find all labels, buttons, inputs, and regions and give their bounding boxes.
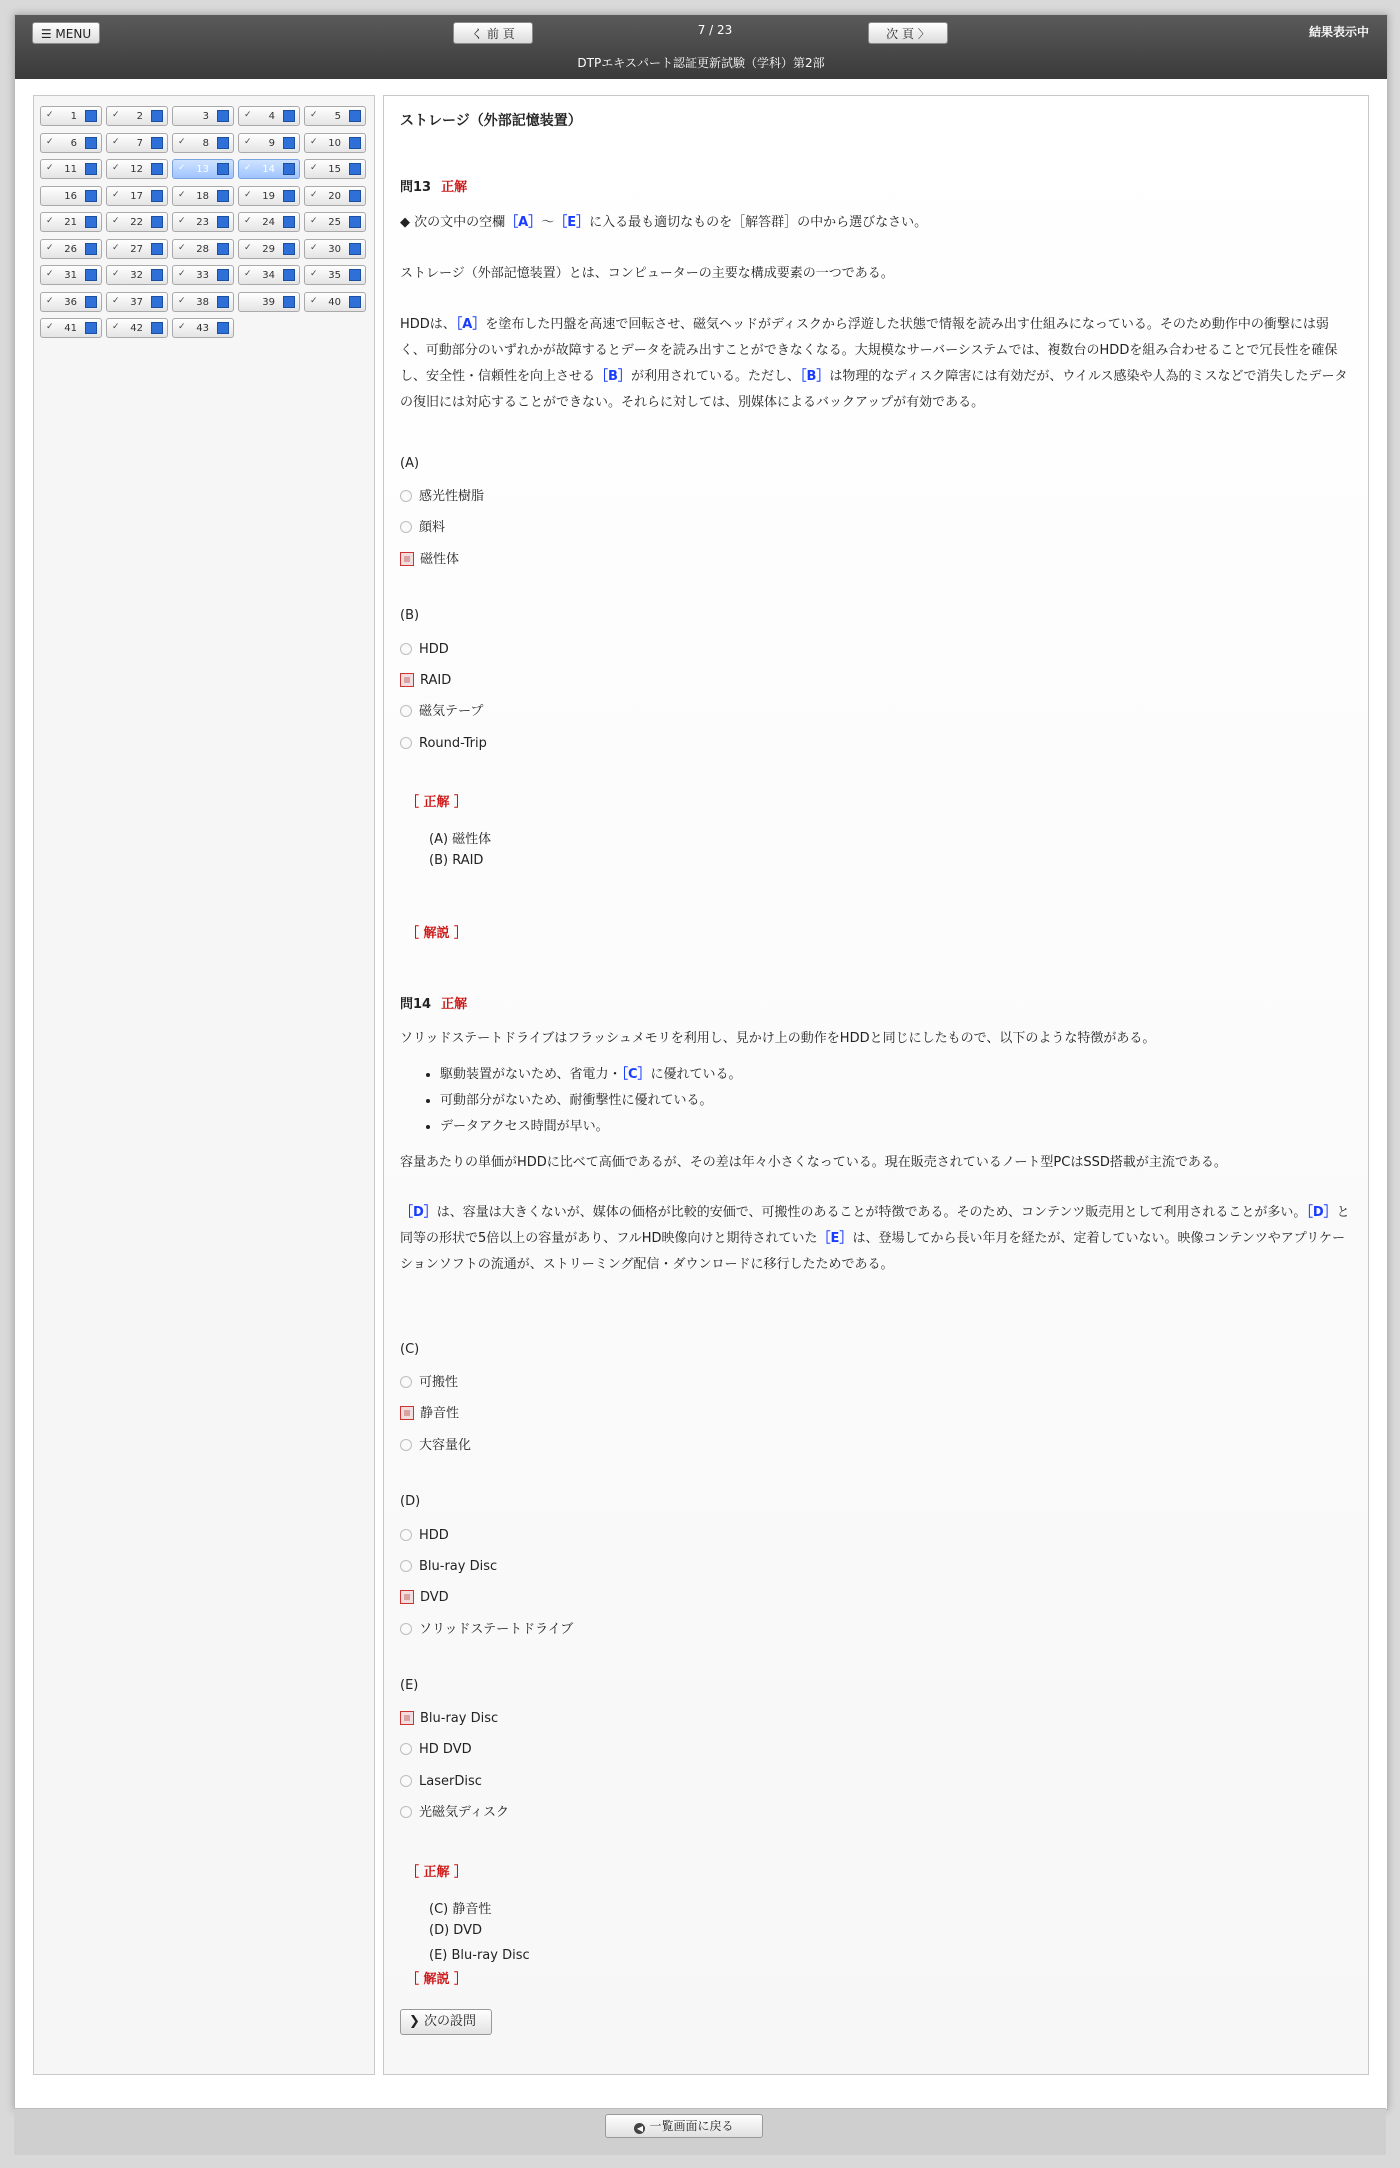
radio-icon [400,737,412,749]
body-text: HDDは、 [400,317,456,332]
option-label: 静音性 [420,1406,460,1421]
answered-marker-icon [151,163,163,175]
blank-d: ［D］ [400,1205,437,1220]
answered-marker-icon [151,190,163,202]
check-icon: ✓ [178,322,186,332]
check-icon: ✓ [112,269,120,279]
question-nav-item[interactable] [238,106,300,126]
question-nav-item[interactable] [238,212,300,232]
question-nav-item[interactable] [304,212,366,232]
answered-marker-icon [217,137,229,149]
option-b-1[interactable] [400,641,449,659]
radio-icon [400,1623,412,1635]
app-frame [14,14,1388,2110]
question-nav-number: 17 [130,190,143,202]
question-nav-item[interactable] [40,186,102,206]
answered-marker-icon [283,190,295,202]
blank-c: ［C］ [621,1067,651,1082]
check-icon: ✓ [178,242,186,253]
question-nav-number: 43 [196,323,209,334]
question-nav-item[interactable] [304,239,366,259]
check-icon: ✓ [112,242,120,253]
option-label: 磁気テープ [419,704,484,719]
question-nav-item[interactable] [172,186,234,206]
radio-icon [400,1439,412,1451]
selected-radio-icon [400,673,414,687]
body-text: は、容量は大きくないが、媒体の価格が比較的安価で、可搬性のあることが特徴である。そのため、コンテンツ販売用として利用されることが多い。 [436,1205,1307,1220]
question-nav-number: 37 [130,296,143,308]
question-13-instruction [400,210,1350,236]
option-label: ソリッドステートドライブ [419,1622,574,1637]
check-icon: ✓ [310,136,318,147]
question-nav-item[interactable] [238,159,300,179]
list-item: • 可動部分がないため、耐衝撃性に優れている。 [440,1088,742,1114]
radio-icon [400,705,412,717]
question-nav-number: 6 [70,137,77,149]
check-icon: ✓ [178,189,186,200]
check-icon: ✓ [46,136,54,147]
option-label: HDD [419,1528,449,1543]
question-nav-item[interactable] [304,106,366,126]
answer-heading: ［ 正解 ］ [406,1865,468,1880]
option-label: Blu-ray Disc [419,1559,498,1574]
check-icon: ✓ [178,136,186,147]
question-nav-number: 12 [130,164,143,175]
question-nav-number: 39 [262,296,275,308]
body-text: を塗布した円盤を高速で回転させ、磁気ヘッドがディスクから浮遊した状態で情報を読み出す仕組みになっている。そのため動作中の衝撃には弱く、可動部分のいずれかが故障するとデータを読み出すことができなくなる。大規模なサーバーシステムでは、複数台のHDDを組み合わせることで冗長性を確保し、安全性・信頼性を向上させる [400,317,1338,384]
answered-marker-icon [283,163,295,175]
question-nav-item[interactable] [172,212,234,232]
check-icon: ✓ [244,110,252,120]
question-nav-item[interactable] [172,318,234,338]
result-correct-label: 正解 [441,997,468,1012]
check-icon: ✓ [178,216,186,226]
answered-marker-icon [85,110,97,122]
blank-a: ［A］ [455,317,486,332]
back-arrow-icon: ◀ [634,2123,645,2134]
question-nav-item[interactable] [40,133,102,153]
answered-marker-icon [85,296,97,308]
question-nav-item[interactable] [238,292,300,312]
question-nav-number: 9 [268,137,275,149]
answered-marker-icon [151,243,163,255]
radio-icon [400,490,412,502]
check-icon: ✓ [244,242,252,253]
option-e-1[interactable] [400,1710,498,1728]
answered-marker-icon [85,190,97,202]
blank-e: ［E］ [817,1231,853,1246]
answered-marker-icon [217,322,229,334]
check-icon: ✓ [112,163,120,173]
option-label: 光磁気ディスク [419,1805,509,1820]
check-icon: ✓ [178,295,186,306]
answered-marker-icon [217,190,229,202]
question-nav-number: 28 [196,243,209,255]
radio-icon [400,1806,412,1818]
question-nav-number: 8 [202,137,209,149]
option-label: Blu-ray Disc [420,1711,499,1726]
option-e-2[interactable] [400,1741,472,1759]
question-nav-item[interactable] [172,292,234,312]
question-nav-item[interactable] [238,265,300,285]
exam-title: DTPエキスパート認証更新試験（学科）第2部 [577,56,825,70]
question-13-title [400,175,467,201]
section-title: ストレージ（外部記憶装置） [400,113,582,129]
question-nav-number: 20 [328,190,341,202]
answered-marker-icon [151,137,163,149]
instruction-text: に入る最も適切なものを［解答群］の中から選びなさい。 [589,215,928,230]
option-label: HD DVD [419,1742,472,1757]
check-icon: ✓ [310,295,318,306]
check-icon: ✓ [46,295,54,306]
question-nav-number: 13 [196,164,209,175]
check-icon: ✓ [310,216,318,226]
question-nav-number: 40 [328,296,341,308]
option-label: 磁性体 [420,552,460,567]
option-label: LaserDisc [419,1774,482,1789]
question-nav-item[interactable] [40,159,102,179]
check-icon: ✓ [46,110,54,120]
status-label: 結果表示中 [1308,25,1369,39]
question-nav-number: 19 [262,190,275,202]
question-nav-number: 18 [196,190,209,202]
question-number: 問13 [400,180,432,195]
option-b-2[interactable] [400,672,451,690]
option-c-2[interactable] [400,1405,459,1423]
question-nav-item[interactable] [172,133,234,153]
option-d-2[interactable] [400,1558,497,1576]
check-icon: ✓ [112,110,120,120]
check-icon: ✓ [244,189,252,200]
question-number: 問14 [400,997,432,1012]
check-icon: ✓ [310,242,318,253]
blank-b: ［B］ [799,369,830,384]
question-nav-number: 5 [334,111,341,122]
question-14-cost: 容量あたりの単価がHDDに比べて高価であるが、その差は年々小さくなっている。現在販売されているノート型PCはSSD搭載が主流である。 [400,1155,1227,1170]
question-nav-number: 1 [70,111,77,122]
question-nav-item[interactable] [304,159,366,179]
option-label: HDD [419,642,449,657]
question-nav-number: 35 [328,270,341,281]
question-nav-item[interactable] [238,239,300,259]
answered-marker-icon [217,216,229,228]
body-text: は、登場してから長い年月を経たが、定着していない。映像コンテンツやアプリケーションソフトの流通が、ストリーミング配信・ダウンロードに移行したためである。 [400,1231,1346,1272]
question-nav-number: 38 [196,296,209,308]
question-13-body [400,312,1350,416]
answer-b: (B) RAID [429,853,484,868]
question-nav-number: 41 [64,323,77,334]
question-nav-item[interactable] [304,292,366,312]
question-nav-number: 27 [130,243,143,255]
explanation-heading: ［ 解説 ］ [406,1972,468,1987]
answered-marker-icon [217,269,229,281]
question-nav-item[interactable] [172,159,234,179]
answered-marker-icon [283,110,295,122]
check-icon: ✓ [46,269,54,279]
answer-a: (A) 磁性体 [429,832,492,847]
question-nav-number: 10 [328,137,341,149]
check-icon: ✓ [178,163,186,173]
option-b-3[interactable] [400,703,483,721]
question-nav-item[interactable] [304,133,366,153]
answered-marker-icon [85,322,97,334]
question-nav-item[interactable] [40,239,102,259]
group-c-label: (C) [400,1342,420,1357]
question-nav-item[interactable] [106,318,168,338]
answered-marker-icon [151,216,163,228]
question-nav-item[interactable] [40,265,102,285]
next-question-label: 次の設問 [424,2014,477,2029]
answer-e: (E) Blu-ray Disc [429,1948,530,1963]
option-b-4[interactable] [400,735,487,753]
question-nav-item[interactable] [106,292,168,312]
question-nav-item[interactable] [40,292,102,312]
check-icon: ✓ [244,163,252,173]
back-to-list-label: 一覧画面に戻る [649,2119,734,2133]
feature-text: 駆動装置がないため、省電力・ [440,1067,622,1082]
option-label: 顔料 [419,520,446,535]
answered-marker-icon [349,296,361,308]
option-c-1[interactable] [400,1374,458,1392]
answered-marker-icon [151,110,163,122]
option-d-1[interactable] [400,1527,449,1545]
question-nav-number: 34 [262,270,275,281]
result-correct-label: 正解 [441,180,468,195]
check-icon: ✓ [310,269,318,279]
check-icon: ✓ [112,136,120,147]
question-nav-number: 30 [328,243,341,255]
tilde: 〜 [541,215,555,230]
check-icon: ✓ [112,322,120,332]
prev-page-button[interactable]: く 前 頁 [453,22,533,44]
answered-marker-icon [283,216,295,228]
answered-marker-icon [217,243,229,255]
answer-heading: ［ 正解 ］ [406,795,468,810]
answered-marker-icon [349,137,361,149]
question-nav-item[interactable] [172,106,234,126]
option-e-4[interactable] [400,1804,509,1822]
answered-marker-icon [85,137,97,149]
check-icon: ✓ [46,163,54,173]
check-icon: ✓ [112,295,120,306]
answered-marker-icon [85,216,97,228]
answered-marker-icon [217,110,229,122]
radio-icon [400,521,412,533]
page-indicator: 7 / 23 [697,23,733,37]
radio-icon [400,643,412,655]
body-text: が利用されている。ただし、 [630,369,800,384]
answered-marker-icon [283,269,295,281]
answered-marker-icon [85,269,97,281]
group-e-label: (E) [400,1678,419,1693]
answered-marker-icon [349,269,361,281]
question-13-intro: ストレージ（外部記憶装置）とは、コンピューターの主要な構成要素の一つである。 [400,266,894,281]
feature-text: に優れている。 [650,1067,742,1082]
question-nav-number: 23 [196,217,209,228]
option-label: 可搬性 [419,1375,459,1390]
radio-icon [400,1743,412,1755]
question-nav-item[interactable] [40,212,102,232]
radio-icon [400,1529,412,1541]
question-nav-number: 7 [136,137,143,149]
selected-radio-icon [400,1590,414,1604]
answered-marker-icon [85,243,97,255]
option-a-3[interactable] [400,551,459,569]
list-item [440,1062,742,1088]
header-bar [15,15,1387,79]
check-icon: ✓ [310,189,318,200]
answered-marker-icon [349,110,361,122]
selected-radio-icon [400,1711,414,1725]
radio-icon [400,1560,412,1572]
question-nav-number: 4 [268,111,275,122]
answered-marker-icon [283,296,295,308]
blank-d: ［D］ [1306,1205,1337,1220]
answered-marker-icon [349,216,361,228]
feature-list [400,1062,742,1140]
chevron-right-icon: ❯ [409,2014,425,2029]
question-nav-number: 16 [64,190,77,202]
question-nav-item[interactable] [106,133,168,153]
question-nav-item[interactable] [40,318,102,338]
question-nav-item[interactable] [172,265,234,285]
answer-c: (C) 静音性 [429,1902,492,1917]
option-a-2[interactable] [400,519,445,537]
question-nav-item[interactable] [238,133,300,153]
answered-marker-icon [283,137,295,149]
answer-d: (D) DVD [429,1923,482,1938]
option-c-3[interactable] [400,1437,471,1455]
question-nav-number: 36 [64,296,77,308]
back-to-list-button[interactable] [605,2114,763,2138]
question-nav-item[interactable] [238,186,300,206]
question-nav-number: 15 [328,164,341,175]
instruction-text: ◆ 次の文中の空欄 [400,215,506,230]
question-nav-number: 22 [130,217,143,228]
check-icon: ✓ [46,242,54,253]
next-question-button[interactable] [400,2009,492,2035]
question-nav-item[interactable] [304,265,366,285]
check-icon: ✓ [244,269,252,279]
question-14-title [400,992,467,1018]
group-b-label: (B) [400,608,420,623]
answered-marker-icon [283,243,295,255]
question-nav-item[interactable] [106,265,168,285]
option-a-1[interactable] [400,488,484,506]
body-text: と同等の形状で5倍以上の容量があり、フルHD映像向けと期待されていた [400,1205,1350,1246]
group-d-label: (D) [400,1494,421,1509]
question-nav-number: 32 [130,270,143,281]
check-icon: ✓ [46,322,54,332]
body-text: は物理的なディスク障害には有効だが、ウイルス感染や人為的ミスなどで消失したデータの復旧には対応することができない。それらに対しては、別媒体によるバックアップが有効である。 [400,369,1348,410]
answered-marker-icon [85,163,97,175]
answered-marker-icon [151,269,163,281]
check-icon: ✓ [112,216,120,226]
check-icon: ✓ [244,216,252,226]
menu-button[interactable]: ☰ MENU [32,22,100,44]
question-nav-item[interactable] [40,106,102,126]
question-nav-number: 14 [262,164,275,175]
answered-marker-icon [151,296,163,308]
answered-marker-icon [151,322,163,334]
question-nav-item[interactable] [106,106,168,126]
answered-marker-icon [349,243,361,255]
question-14-intro: ソリッドステートドライブはフラッシュメモリを利用し、見かけ上の動作をHDDと同じにしたもので、以下のような特徴がある。 [400,1031,1156,1046]
blank-b: ［B］ [595,369,631,384]
question-nav-item[interactable] [106,239,168,259]
check-icon: ✓ [178,269,186,279]
option-label: DVD [420,1590,449,1605]
group-a-label: (A) [400,456,420,471]
question-content [383,95,1369,2075]
question-nav-number: 25 [328,217,341,228]
question-nav-number: 31 [64,270,77,281]
selected-radio-icon [400,552,414,566]
answered-marker-icon [349,163,361,175]
question-nav-number: 11 [64,164,77,175]
check-icon: ✓ [310,110,318,120]
question-nav-item[interactable] [304,186,366,206]
check-icon: ✓ [244,136,252,147]
option-label: RAID [420,673,452,688]
question-nav-number: 3 [202,111,209,122]
option-d-3[interactable] [400,1589,449,1607]
question-nav-item[interactable] [172,239,234,259]
question-nav-number: 26 [64,243,77,255]
question-nav-number: 21 [64,217,77,228]
next-page-button[interactable]: 次 頁 〉 [868,22,948,44]
question-nav-number: 29 [262,243,275,255]
question-14-body [400,1200,1350,1278]
question-nav-number: 42 [130,323,143,334]
question-nav-number: 33 [196,270,209,281]
check-icon: ✓ [46,216,54,226]
option-label: 感光性樹脂 [419,489,485,504]
answered-marker-icon [349,190,361,202]
blank-e: ［E］ [554,215,590,230]
option-label: Round-Trip [419,736,487,751]
option-d-4[interactable] [400,1621,573,1639]
check-icon: ✓ [310,163,318,173]
question-nav-item[interactable] [106,159,168,179]
option-e-3[interactable] [400,1773,482,1791]
blank-a: ［A］ [505,215,542,230]
radio-icon [400,1376,412,1388]
explanation-heading: ［ 解説 ］ [406,926,468,941]
selected-radio-icon [400,1406,414,1420]
list-item: • データアクセス時間が早い。 [440,1114,742,1140]
question-navigator [33,95,375,2075]
question-nav-item[interactable] [106,186,168,206]
question-nav-number: 2 [136,111,143,122]
question-nav-item[interactable] [106,212,168,232]
check-icon: ✓ [112,189,120,200]
radio-icon [400,1775,412,1787]
option-label: 大容量化 [419,1438,472,1453]
question-nav-number: 24 [262,217,275,228]
answered-marker-icon [217,163,229,175]
answered-marker-icon [217,296,229,308]
